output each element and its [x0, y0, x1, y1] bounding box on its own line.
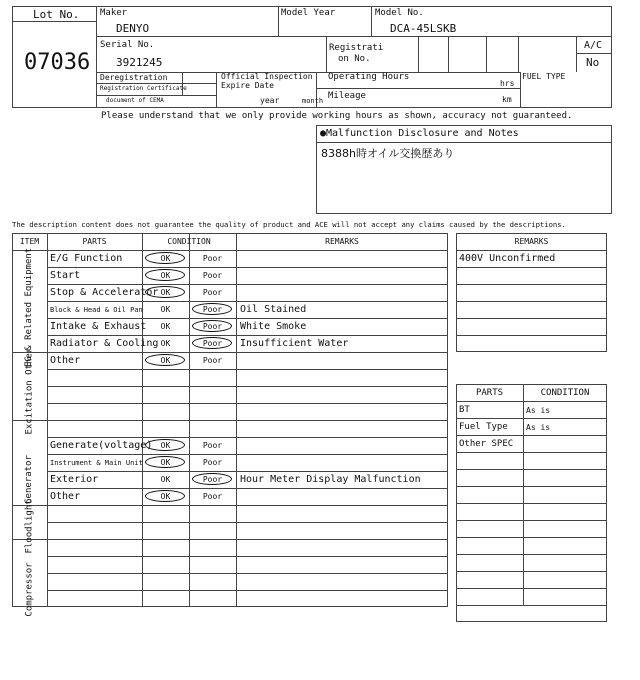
selected-condition-circle — [145, 286, 185, 298]
group-label: Excitation Other — [24, 347, 34, 435]
model-no-label: Model No. — [375, 8, 424, 18]
table-header-item: ITEM — [19, 237, 40, 246]
condition-poor: Poor — [202, 271, 223, 280]
km-label: km — [502, 95, 512, 104]
group-label: Floodlight — [24, 499, 34, 554]
selected-condition-circle — [145, 439, 185, 451]
lot-label: Lot No. — [33, 8, 80, 21]
serial-label: Serial No. — [100, 40, 155, 50]
inspection-label-2: Expire Date — [221, 81, 274, 90]
side-part-label: BT — [459, 405, 470, 415]
part-label: E/G Function — [50, 253, 123, 264]
condition-ok: OK — [160, 458, 171, 467]
remark-text: Insufficient Water — [240, 338, 349, 349]
table-header-condition: CONDITION — [167, 237, 211, 246]
condition-ok: OK — [160, 288, 171, 297]
condition-ok: OK — [160, 305, 171, 314]
condition-ok: OK — [160, 475, 171, 484]
month-label: month — [302, 97, 324, 105]
mileage-label: Mileage — [328, 91, 366, 101]
condition-poor: Poor — [202, 254, 223, 263]
inspection-label-1: Official Inspection — [221, 72, 313, 81]
cema-label: document of CEMA — [106, 97, 164, 104]
table-header-remarks: REMARKS — [325, 237, 359, 246]
part-label: Instrument & Main Unit — [50, 459, 143, 467]
condition-ok: OK — [160, 339, 171, 348]
condition-poor: Poor — [202, 356, 223, 365]
operating-hours-label: Operating Hours — [328, 72, 410, 82]
model-no-value: DCA-45LSKB — [390, 22, 457, 35]
side-part-label: Fuel Type — [459, 422, 508, 432]
side-condition-value: As is — [526, 423, 551, 432]
condition-ok: OK — [160, 441, 171, 450]
ac-label: A/C — [584, 40, 603, 51]
selected-condition-circle — [145, 490, 185, 502]
part-label: Other — [50, 491, 81, 502]
part-label: Generate(voltage) — [50, 440, 153, 451]
serial-value: 3921245 — [116, 56, 163, 69]
side-remarks-header: REMARKS — [514, 237, 549, 246]
condition-poor: Poor — [202, 441, 223, 450]
side-part-label: Other SPEC — [459, 439, 514, 449]
hours-notice: Please understand that we only provide working hours as shown, accuracy not guaranteed. — [101, 111, 573, 121]
maker-value: DENYO — [116, 22, 150, 35]
selected-condition-circle — [145, 354, 185, 366]
remark-text: Oil Stained — [240, 304, 307, 315]
part-label: Radiator & Cooling — [50, 338, 159, 349]
side-condition-header: CONDITION — [540, 388, 590, 398]
malfunction-text: 8388h時オイル交換歴あり — [321, 147, 455, 160]
group-label: Compressor — [24, 562, 34, 617]
group-label: Generator — [24, 454, 34, 504]
table-header-parts: PARTS — [82, 237, 107, 246]
malfunction-title: ●Malfunction Disclosure and Notes — [320, 128, 519, 139]
condition-poor: Poor — [202, 492, 223, 501]
condition-poor: Poor — [202, 288, 223, 297]
side-condition-value: As is — [526, 406, 551, 415]
registration-label-1: Registrati — [329, 43, 384, 53]
selected-condition-circle — [192, 337, 232, 349]
condition-poor: Poor — [202, 339, 223, 348]
part-label: Block & Head & Oil Pan — [50, 306, 143, 314]
description-notice: The description content does not guarantee the quality of product and ACE will not accept any claims caused by the descriptions. — [12, 220, 566, 229]
model-year-label: Model Year — [281, 8, 336, 18]
side-parts-header: PARTS — [475, 388, 504, 398]
condition-poor: Poor — [202, 458, 223, 467]
hrs-label: hrs — [500, 79, 515, 88]
year-label: year — [260, 96, 280, 105]
remark-text: White Smoke — [240, 321, 307, 332]
part-label: Start — [50, 270, 81, 281]
fuel-type-label: FUEL TYPE — [522, 72, 566, 81]
condition-ok: OK — [160, 271, 171, 280]
lot-value: 07036 — [24, 50, 91, 75]
selected-condition-circle — [145, 252, 185, 264]
remark-text: Hour Meter Display Malfunction — [240, 474, 421, 485]
part-label: Intake & Exhaust — [50, 321, 147, 332]
selected-condition-circle — [145, 456, 185, 468]
deregistration-label: Deregistration — [100, 73, 168, 82]
condition-ok: OK — [160, 254, 171, 263]
condition-poor: Poor — [202, 322, 223, 331]
condition-poor: Poor — [202, 305, 223, 314]
condition-ok: OK — [160, 356, 171, 365]
part-label: Exterior — [50, 474, 99, 485]
maker-label: Maker — [100, 8, 128, 18]
selected-condition-circle — [192, 303, 232, 315]
selected-condition-circle — [192, 473, 232, 485]
ac-value: No — [586, 56, 600, 69]
condition-ok: OK — [160, 322, 171, 331]
side-remark-text: 400V Unconfirmed — [459, 253, 556, 264]
group-label: EG & Related Equipment — [24, 247, 34, 367]
selected-condition-circle — [192, 320, 232, 332]
reg-cert-label: Registration Certificate — [100, 85, 187, 92]
header-block — [12, 6, 612, 108]
registration-label-2: on No. — [338, 54, 371, 64]
condition-poor: Poor — [202, 475, 223, 484]
part-label: Other — [50, 355, 81, 366]
part-label: Stop & Accelerator — [50, 287, 159, 298]
selected-condition-circle — [145, 269, 185, 281]
condition-ok: OK — [160, 492, 171, 501]
